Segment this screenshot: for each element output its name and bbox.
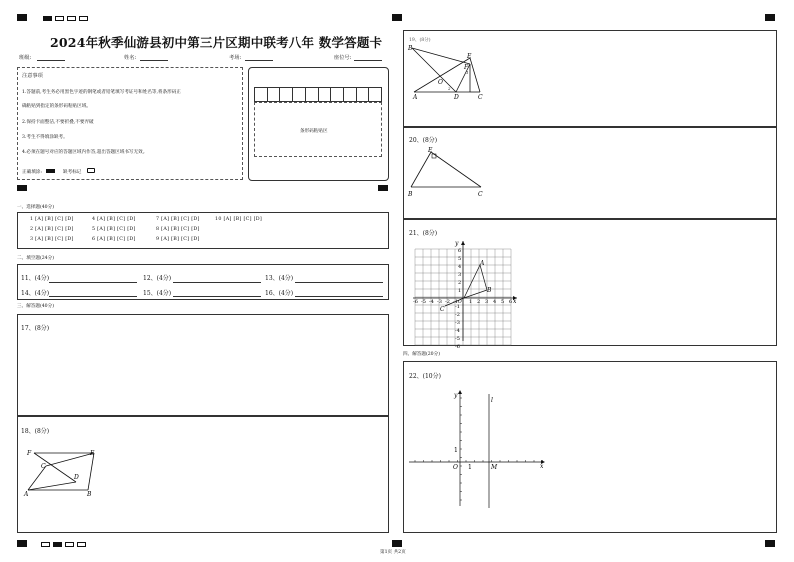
x-tick-label: -4 — [429, 299, 434, 305]
q19-label-D: D — [454, 94, 459, 101]
correct-fill-label: 正确填涂: — [22, 170, 42, 175]
y-tick-label: -2 — [455, 312, 460, 318]
fill-answer-line[interactable] — [49, 296, 137, 297]
q19-label-O: O — [438, 79, 443, 86]
page-code-square — [41, 542, 50, 547]
x-tick-label: -2 — [445, 299, 450, 305]
y-tick-label: 6 — [458, 248, 462, 254]
fill-item-label: 12、(4分) — [143, 275, 172, 282]
q20-label-E: E — [428, 147, 433, 154]
absent-mark-label: 缺考标记 — [63, 170, 82, 175]
page-title: 2024年秋季仙游县初中第三片区期中联考八年 数学答题卡 — [50, 35, 383, 50]
fill-answer-line[interactable] — [173, 296, 261, 297]
page-code-square — [77, 542, 86, 547]
q22-label-x: x — [540, 463, 544, 470]
x-tick-label: 2 — [477, 299, 481, 305]
class-label: 班级: — [19, 55, 32, 61]
corner-mark-bl — [17, 540, 27, 547]
x-tick-label: -6 — [413, 299, 418, 305]
q21-label-C: C — [440, 306, 445, 313]
choice-option[interactable]: 8 [A] [B] [C] [D] — [156, 227, 200, 232]
q17-label: 17、(8分) — [21, 325, 50, 332]
q18-label-D: D — [74, 474, 79, 481]
q18-label: 18、(8分) — [21, 428, 50, 435]
q22-figure — [405, 388, 550, 512]
choice-option[interactable]: 2 [A] [B] [C] [D] — [30, 227, 74, 232]
exam-room-field[interactable] — [245, 60, 273, 61]
y-tick-label: 1 — [458, 288, 462, 294]
page-code-square — [43, 16, 52, 21]
q18-label-A: A — [24, 491, 29, 498]
section-answer2-title: 四、解答题(20分) — [403, 352, 440, 357]
y-tick-label: -5 — [455, 336, 460, 342]
q19-angle-2: 2 — [448, 86, 451, 91]
q18-label-B: B — [87, 491, 92, 498]
y-tick-label: 2 — [458, 280, 462, 286]
fill-item-label: 14、(4分) — [21, 290, 50, 297]
choice-option[interactable]: 5 [A] [B] [C] [D] — [92, 227, 136, 232]
q21-label-O: O — [458, 300, 462, 305]
fill-answer-line[interactable] — [295, 282, 383, 283]
q18-figure — [22, 446, 100, 498]
q22-label-l: l — [491, 397, 493, 404]
q21-label-A: A — [480, 260, 485, 267]
q21-label-y: y — [455, 240, 459, 247]
q21-label: 21、(8分) — [409, 230, 438, 237]
y-tick-label: 4 — [458, 264, 462, 270]
q19-angle-1: 1 — [466, 70, 469, 75]
notice-item: 2.保持卡面整洁,不要折叠,不要弄破 — [22, 120, 94, 125]
name-label: 姓名: — [124, 55, 137, 61]
page-code-square — [67, 16, 76, 21]
x-tick-label: 3 — [485, 299, 489, 305]
exam-number-grid[interactable] — [254, 87, 382, 102]
notice-heading: 注意事项 — [22, 73, 43, 79]
exam-room-label: 考场: — [229, 55, 242, 61]
q19-label-B: B — [408, 45, 413, 52]
y-tick-label: -1 — [455, 304, 460, 310]
x-tick-label: -3 — [437, 299, 442, 305]
notice-item: 1.答题前,考生务必用黑色字迹的钢笔或者铅笔填写考证号和姓名等,将条形码正 — [22, 90, 181, 95]
correct-fill-sample — [46, 169, 55, 173]
x-tick-label: -1 — [453, 299, 458, 305]
seat-field[interactable] — [354, 60, 382, 61]
x-tick-label: 4 — [493, 299, 497, 305]
section-answer-title: 三、解答题(40分) — [17, 304, 54, 309]
choice-option[interactable]: 9 [A] [B] [C] [D] — [156, 237, 200, 242]
q19-figure — [408, 42, 492, 102]
choice-option[interactable]: 4 [A] [B] [C] [D] — [92, 217, 136, 222]
fill-answer-line[interactable] — [173, 282, 261, 283]
q22-label: 22、(10分) — [409, 373, 441, 380]
q20-label-C: C — [478, 191, 483, 198]
y-tick-label: 5 — [458, 256, 462, 262]
y-tick-label: -4 — [455, 328, 460, 334]
fill-item-label: 13、(4分) — [265, 275, 294, 282]
q20-label-B: B — [408, 191, 413, 198]
q19-label-C: C — [478, 94, 483, 101]
page-code-square — [65, 542, 74, 547]
corner-mark-tl — [17, 14, 27, 21]
fill-item-label: 15、(4分) — [143, 290, 172, 297]
section-fill-title: 二、填空题(24分) — [17, 256, 54, 261]
q18-label-C: C — [41, 463, 46, 470]
q20-figure — [405, 145, 489, 201]
y-tick-label: -6 — [455, 344, 460, 350]
q22-label-y: y — [454, 392, 458, 399]
fill-item-label: 16、(4分) — [265, 290, 294, 297]
q22-label-1x: 1 — [468, 464, 472, 471]
notice-item: 3.考生不得填涂缺考。 — [22, 135, 68, 140]
choice-option[interactable]: 1 [A] [B] [C] [D] — [30, 217, 74, 222]
q19-label-F: F — [464, 64, 469, 71]
q19-label-E: E — [467, 53, 472, 60]
section-choice-title: 一、选择题(40分) — [17, 205, 54, 210]
x-tick-label: 5 — [501, 299, 505, 305]
q17-answer-box[interactable] — [17, 314, 389, 416]
corner-mark-bm — [392, 540, 402, 547]
q19-label: 19、(8分) — [409, 38, 431, 43]
choice-option[interactable]: 6 [A] [B] [C] [D] — [92, 237, 136, 242]
q22-label-O: O — [453, 464, 458, 471]
q22-label-1y: 1 — [454, 447, 458, 454]
fill-item-label: 11、(4分) — [21, 275, 50, 282]
class-field[interactable] — [37, 60, 65, 61]
y-tick-label: -3 — [455, 320, 460, 326]
absent-mark-box[interactable] — [87, 168, 95, 173]
q18-label-F: F — [27, 450, 32, 457]
q21-label-B: B — [487, 287, 492, 294]
barcode-label: 条形码粘贴区 — [300, 129, 328, 134]
corner-mark-tr — [765, 14, 775, 21]
fill-answer-line[interactable] — [49, 282, 137, 283]
q21-label-x: x — [513, 298, 517, 305]
corner-mark-mc — [378, 185, 388, 191]
page-code-square — [55, 16, 64, 21]
q18-label-E: E — [90, 450, 95, 457]
x-tick-label: 1 — [469, 299, 473, 305]
choice-option[interactable]: 3 [A] [B] [C] [D] — [30, 237, 74, 242]
q21-grid — [405, 237, 523, 350]
corner-mark-ml — [17, 185, 27, 191]
page-code-square — [79, 16, 88, 21]
q20-label: 20、(8分) — [409, 137, 438, 144]
corner-mark-tm — [392, 14, 402, 21]
notice-item: 4.必须在题号对应的答题区域内作答,超出答题区域书写无效。 — [22, 150, 148, 155]
choice-option[interactable]: 10 [A] [B] [C] [D] — [215, 217, 263, 222]
page-footer: 第1页 共2页 — [380, 550, 406, 555]
name-field[interactable] — [140, 60, 168, 61]
y-tick-label: 3 — [458, 272, 462, 278]
corner-mark-br — [765, 540, 775, 547]
choice-option[interactable]: 7 [A] [B] [C] [D] — [156, 217, 200, 222]
page-code-square — [53, 542, 62, 547]
notice-item: 确粘贴到指定的条形码粘贴区域。 — [22, 104, 91, 109]
seat-label: 座位号: — [334, 55, 352, 61]
x-tick-label: 6 — [509, 299, 513, 305]
q19-label-A: A — [413, 94, 418, 101]
q22-label-M: M — [491, 464, 498, 471]
fill-answer-line[interactable] — [295, 296, 383, 297]
x-tick-label: -5 — [421, 299, 426, 305]
